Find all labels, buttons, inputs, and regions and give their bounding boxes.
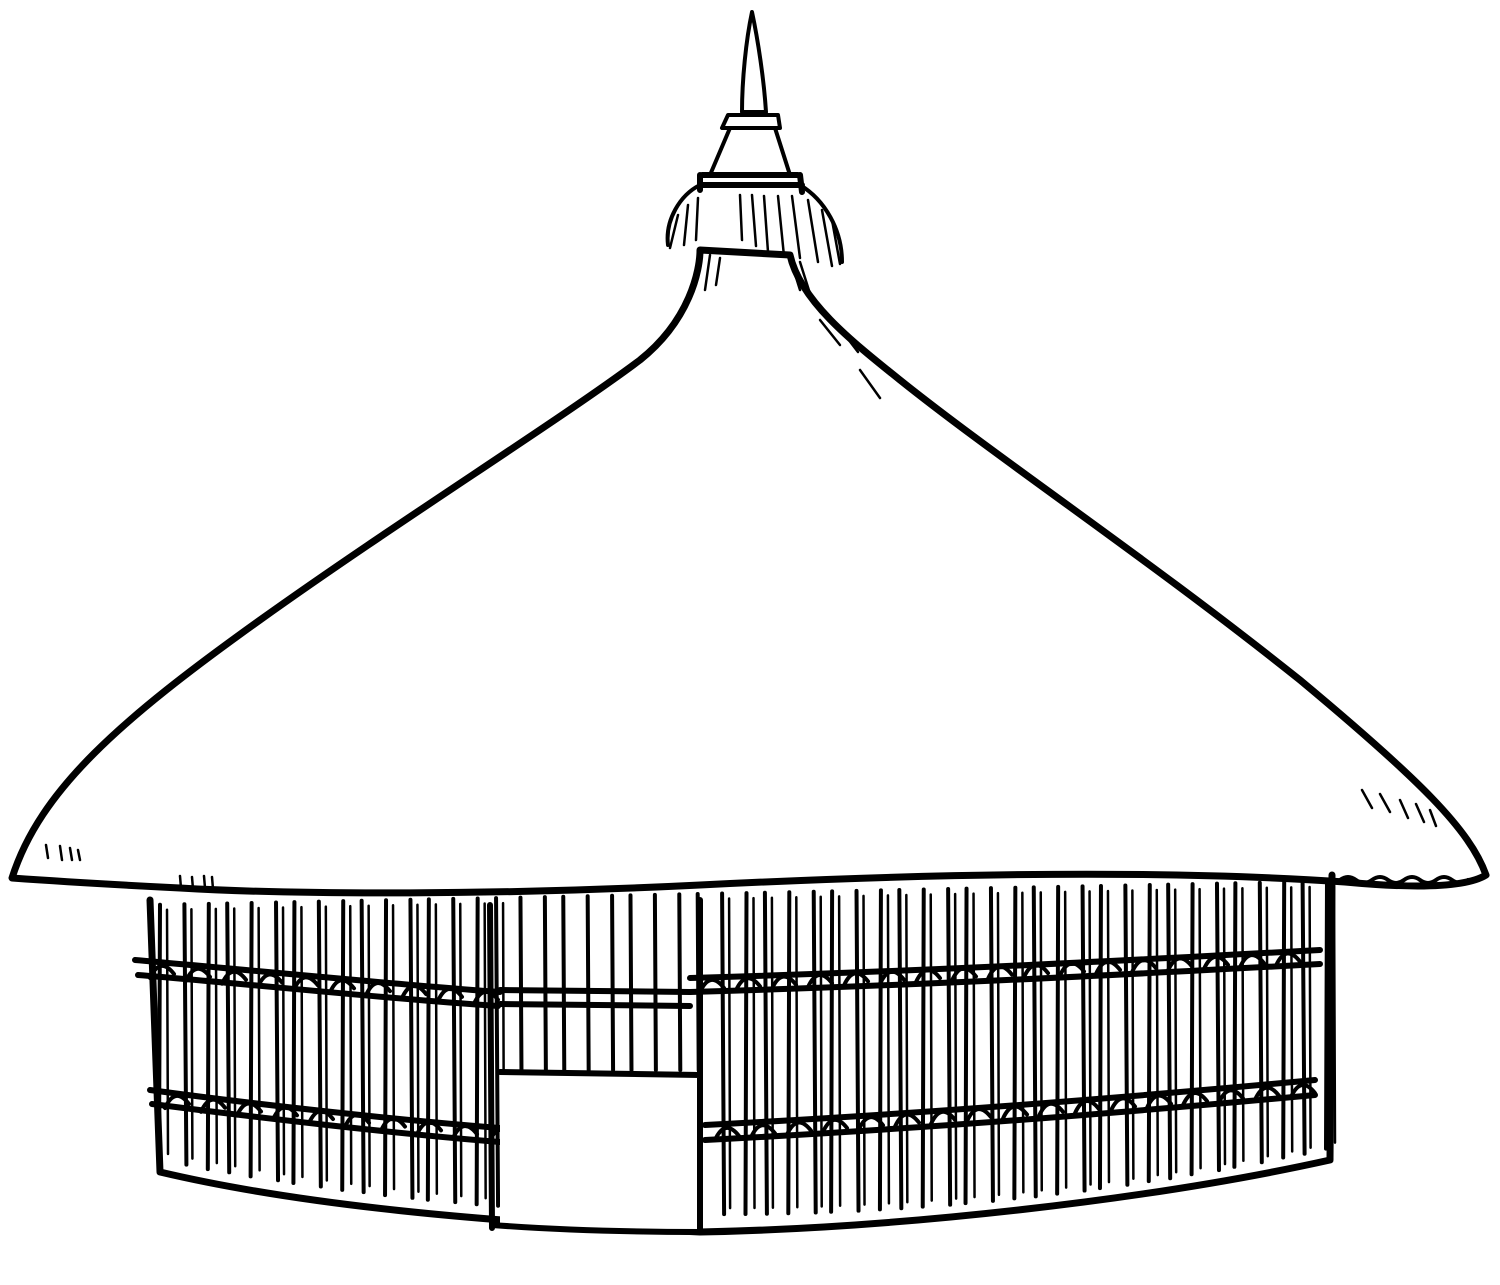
wall-pole <box>857 891 859 1211</box>
wall-pole <box>436 904 437 1193</box>
wall-pole <box>899 890 901 1208</box>
roof-finial <box>668 12 842 266</box>
wall-pole <box>1034 887 1036 1196</box>
wall-pole <box>1108 891 1109 1182</box>
wall-pole <box>428 899 429 1199</box>
wall-pole <box>1157 890 1158 1175</box>
wall-pole <box>612 896 613 1070</box>
wall-pole <box>293 902 294 1183</box>
thatch-texture-marks <box>46 255 1436 889</box>
wall-pole <box>1224 889 1225 1164</box>
wall-pole <box>1303 882 1305 1154</box>
wall-pole <box>477 898 478 1204</box>
wall-pole <box>227 903 229 1172</box>
wall-pole <box>923 890 924 1207</box>
wall-pole <box>1168 885 1170 1179</box>
wall-pole <box>1175 890 1176 1173</box>
wall-pole <box>991 888 993 1201</box>
wall-pole <box>1022 893 1023 1193</box>
wall-pole <box>453 899 455 1202</box>
wall-pole <box>1100 886 1101 1188</box>
wall-pole <box>1192 884 1193 1174</box>
wall-pole <box>1083 886 1085 1190</box>
wall-pole <box>906 895 907 1202</box>
wall-pole <box>326 907 327 1181</box>
wall-pole <box>1260 883 1262 1162</box>
wall-pole <box>545 897 546 1070</box>
wall-pole <box>788 892 789 1213</box>
wall-pole <box>362 901 364 1192</box>
wall-pole <box>966 889 967 1203</box>
wall-pole <box>864 896 865 1205</box>
wall-pole <box>1334 886 1335 1142</box>
binding-band-upper <box>135 950 1320 1006</box>
wall-pole <box>1234 883 1235 1167</box>
wall-pole <box>1217 884 1219 1170</box>
finial-collar <box>700 175 802 192</box>
wall-pole <box>319 902 321 1187</box>
wall-pole <box>880 890 881 1209</box>
wall <box>135 875 1335 1232</box>
wall-pole <box>350 906 351 1184</box>
wall-pole <box>342 901 343 1190</box>
wall-pole <box>1041 892 1042 1190</box>
wall-pole <box>772 898 773 1208</box>
wall-pole <box>679 894 680 1070</box>
wall-pole <box>655 895 656 1070</box>
wall-pole <box>814 892 816 1213</box>
wall-pole <box>251 903 252 1176</box>
wall-pole <box>630 895 631 1070</box>
wall-pole <box>765 893 767 1214</box>
wall-pole <box>754 898 755 1208</box>
wall-pole <box>159 905 160 1160</box>
wall-pole <box>369 906 370 1186</box>
wall-pole <box>520 898 521 1070</box>
roof-outline <box>12 250 1486 893</box>
wall-pole <box>184 904 186 1164</box>
wall-pole <box>191 909 192 1158</box>
wall-pole <box>460 904 461 1196</box>
wall-pole <box>1057 887 1058 1194</box>
wall-pole <box>1326 881 1327 1148</box>
wall-pole <box>259 908 260 1170</box>
wall-pole <box>998 893 999 1195</box>
wall-pole <box>1310 887 1311 1148</box>
finial-cone <box>710 128 790 175</box>
wall-pole <box>1242 888 1243 1161</box>
wall-pole <box>385 900 386 1195</box>
wall-pole <box>931 895 932 1201</box>
wall-pole <box>496 898 498 1206</box>
wall-pole <box>1125 885 1127 1184</box>
finial-spire <box>742 12 766 112</box>
wall-pole <box>234 908 235 1166</box>
wall-pole <box>410 900 412 1198</box>
wall-pole <box>831 891 832 1211</box>
wall-pole <box>417 905 418 1192</box>
wall-pole <box>1132 890 1133 1178</box>
wall-pole <box>301 907 302 1177</box>
wall-poles <box>159 881 1335 1214</box>
wall-pole <box>1200 889 1201 1168</box>
wall-pole <box>729 899 730 1209</box>
wall-pole <box>208 904 209 1169</box>
wall-pole <box>216 909 217 1163</box>
wall-pole <box>1149 885 1150 1181</box>
wall-pole <box>955 894 956 1199</box>
wall-pole <box>974 894 975 1197</box>
wall-pole <box>746 893 747 1214</box>
wall-pole <box>839 896 840 1205</box>
wall-pole <box>948 889 950 1205</box>
wall-pole <box>563 897 564 1070</box>
wall-pole <box>167 910 168 1154</box>
finial-ring <box>722 115 780 128</box>
wall-pole <box>1267 888 1268 1156</box>
wall-pole <box>722 894 724 1215</box>
wall-pole <box>888 895 889 1203</box>
wall-pole <box>276 902 278 1180</box>
wall-pole <box>796 897 797 1207</box>
wall-pole <box>283 907 284 1174</box>
wall-pole <box>393 905 394 1189</box>
wall-pole <box>1090 891 1091 1184</box>
binding-band-lower <box>150 1080 1315 1142</box>
wall-pole <box>485 903 486 1198</box>
wall-pole <box>1065 892 1066 1188</box>
wall-pole <box>588 896 589 1070</box>
wall-pole <box>1291 887 1292 1151</box>
wall-pole <box>1014 888 1015 1199</box>
wall-pole <box>1283 882 1284 1157</box>
conical-thatched-roof <box>12 250 1486 893</box>
wall-pole <box>821 897 822 1207</box>
